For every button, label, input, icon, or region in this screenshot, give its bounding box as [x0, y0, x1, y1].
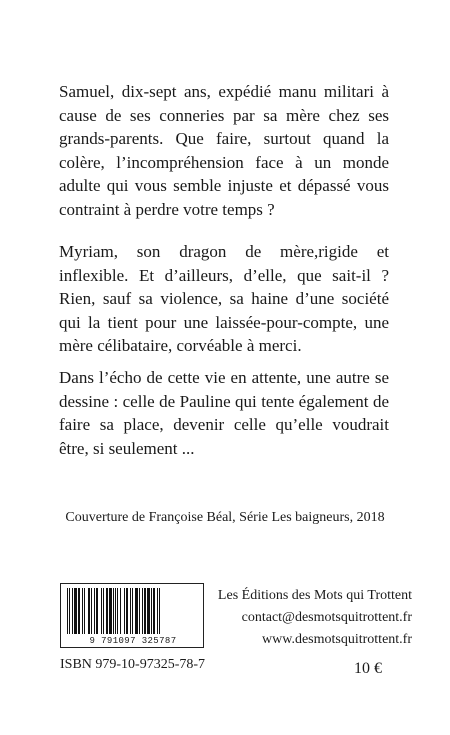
barcode-bar: [159, 588, 160, 634]
barcode-bar: [147, 588, 150, 634]
publisher-name: Les Éditions des Mots qui Trottent: [217, 588, 412, 603]
barcode-bar: [103, 588, 104, 634]
barcode-bar: [142, 588, 143, 634]
blurb-paragraph-1: Samuel, dix-sept ans, expédié manu militari à cause de ses conneries par sa mère chez ses grands-parents. Que faire, surtout quand la colère, l’incompréhension face à un monde adulte qui vous semble injuste et dépassé vous contraint à perdre votre temps ?: [59, 82, 389, 219]
price: 10 €: [354, 660, 382, 677]
barcode-bar: [139, 588, 140, 634]
barcode-bar: [82, 588, 83, 634]
publisher-info: [218, 585, 412, 651]
barcode-bar: [126, 588, 128, 634]
cover-credit: Couverture de Françoise Béal, Série Les baigneurs, 2018: [65, 510, 385, 525]
barcode-digits: 9 791097 325787: [89, 636, 177, 646]
isbn-number: ISBN 979-10-97325-78-7: [60, 657, 206, 672]
barcode-bar: [120, 588, 121, 634]
publisher-website: www.desmotsquitrottent.fr: [262, 632, 412, 647]
barcode-bar: [78, 588, 80, 634]
publisher-email: contact@desmotsquitrottent.fr: [241, 610, 412, 625]
barcode-bar: [151, 588, 152, 634]
barcode-bar: [72, 588, 73, 634]
barcode-bar: [135, 588, 138, 634]
barcode-bar: [113, 588, 114, 634]
barcode-bar: [117, 588, 118, 634]
barcode-bar: [153, 588, 155, 634]
barcode-bar: [109, 588, 112, 634]
barcode-bar: [132, 588, 133, 634]
barcode-bars: [67, 588, 199, 634]
barcode-bar: [67, 588, 68, 634]
barcode-bar: [124, 588, 125, 634]
barcode-bar: [94, 588, 95, 634]
blurb-paragraph-2: Myriam, son dragon de mère,rigide et inflexible. Et d’ailleurs, d’elle, que sait-il ? Rien, sauf sa violence, sa haine d’une société qui la tient pour une laissée-pour-compte, une mère célibataire, corvéable à merci.: [59, 242, 389, 355]
barcode-bar: [88, 588, 90, 634]
barcode-bar: [101, 588, 102, 634]
barcode-bar: [74, 588, 77, 634]
barcode-bar: [115, 588, 116, 634]
blurb-paragraph-3: Dans l’écho de cette vie en attente, une autre se dessine : celle de Pauline qui tente également de faire sa place, devenir celle qu’elle voudrait être, si seulement ...: [59, 368, 389, 458]
barcode-bar: [106, 588, 108, 634]
barcode-bar: [91, 588, 92, 634]
barcode-bar: [96, 588, 98, 634]
barcode-bar: [130, 588, 131, 634]
barcode-bar: [157, 588, 158, 634]
barcode: [60, 583, 204, 648]
barcode-bar: [84, 588, 85, 634]
barcode-bar: [69, 588, 70, 634]
barcode-bar: [144, 588, 146, 634]
